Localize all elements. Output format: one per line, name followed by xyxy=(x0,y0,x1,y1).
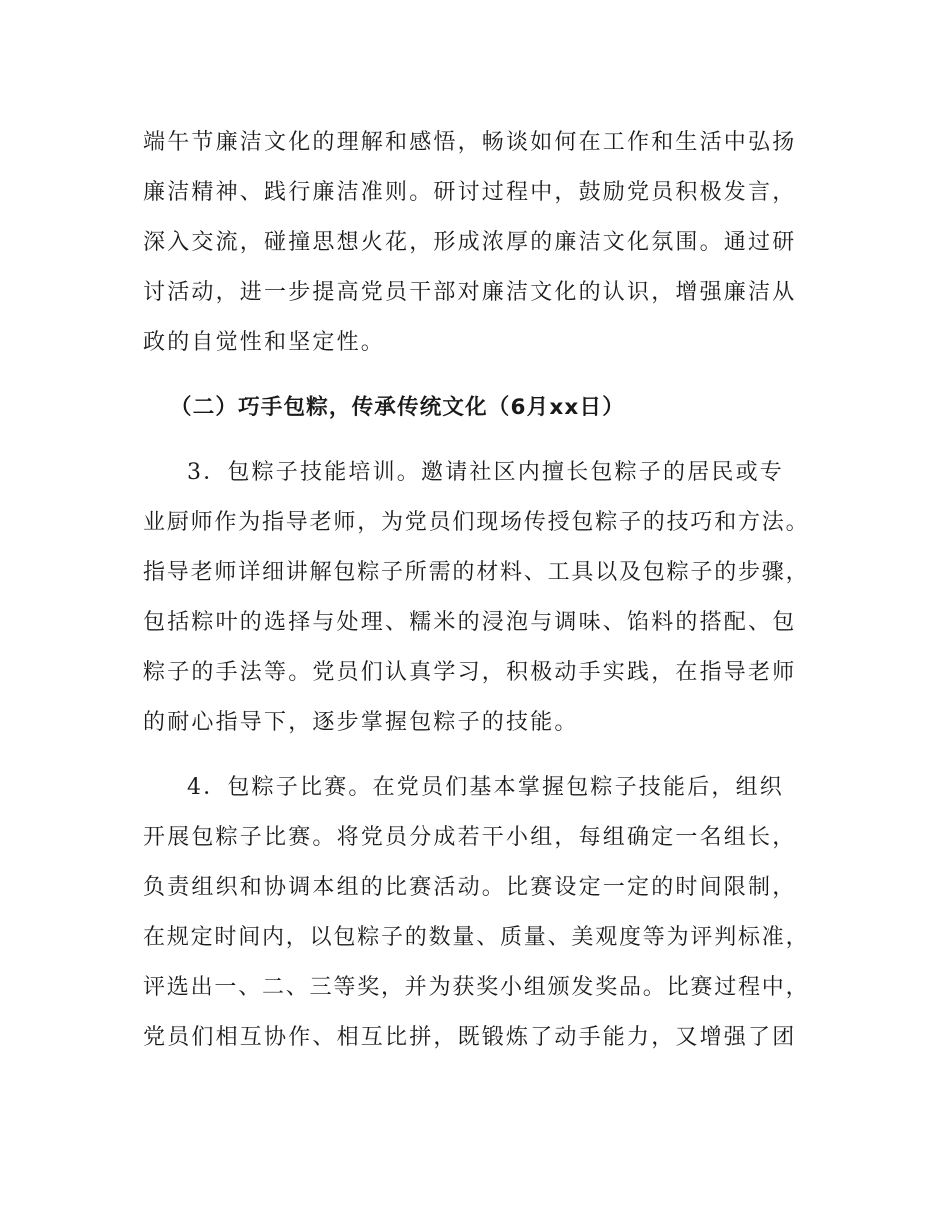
paragraph-line: 端午节廉洁文化的理解和感悟，畅谈如何在工作和生活中弘扬 xyxy=(143,130,797,155)
paragraph-line: 包括粽叶的选择与处理、糯米的浸泡与调味、馅料的搭配、包 xyxy=(143,610,797,635)
section-heading: （二）巧手包粽，传承传统文化（6月xx日） xyxy=(170,395,625,420)
paragraph-line: 负责组织和协调本组的比赛活动。比赛设定一定的时间限制， xyxy=(143,875,797,900)
paragraph-line: 深入交流，碰撞思想火花，形成浓厚的廉洁文化氛围。通过研 xyxy=(143,230,797,255)
paragraph-line: 开展包粽子比赛。将党员分成若干小组，每组确定一名组长， xyxy=(143,825,797,850)
paragraph-line: 评选出一、二、三等奖，并为获奖小组颁发奖品。比赛过程中， xyxy=(143,975,810,1000)
paragraph-line: 政的自觉性和坚定性。 xyxy=(143,330,386,355)
paragraph-line: 的耐心指导下，逐步掌握包粽子的技能。 xyxy=(143,710,579,735)
paragraph-line: 指导老师详细讲解包粽子所需的材料、工具以及包粽子的步骤， xyxy=(143,560,810,585)
paragraph-line: 讨活动，进一步提高党员干部对廉洁文化的认识，增强廉洁从 xyxy=(143,280,797,305)
paragraph-line: 3．包粽子技能培训。邀请社区内擅长包粽子的居民或专 xyxy=(187,460,784,485)
paragraph-line: 业厨师作为指导老师，为党员们现场传授包粽子的技巧和方法。 xyxy=(143,510,810,535)
paragraph-line: 在规定时间内，以包粽子的数量、质量、美观度等为评判标准， xyxy=(143,925,810,950)
paragraph-line: 粽子的手法等。党员们认真学习，积极动手实践，在指导老师 xyxy=(143,660,797,685)
paragraph-line: 廉洁精神、践行廉洁准则。研讨过程中，鼓励党员积极发言， xyxy=(143,180,797,205)
paragraph-line: 党员们相互协作、相互比拼，既锻炼了动手能力，又增强了团 xyxy=(143,1025,797,1050)
paragraph-line: 4．包粽子比赛。在党员们基本掌握包粽子技能后，组织 xyxy=(187,775,784,800)
